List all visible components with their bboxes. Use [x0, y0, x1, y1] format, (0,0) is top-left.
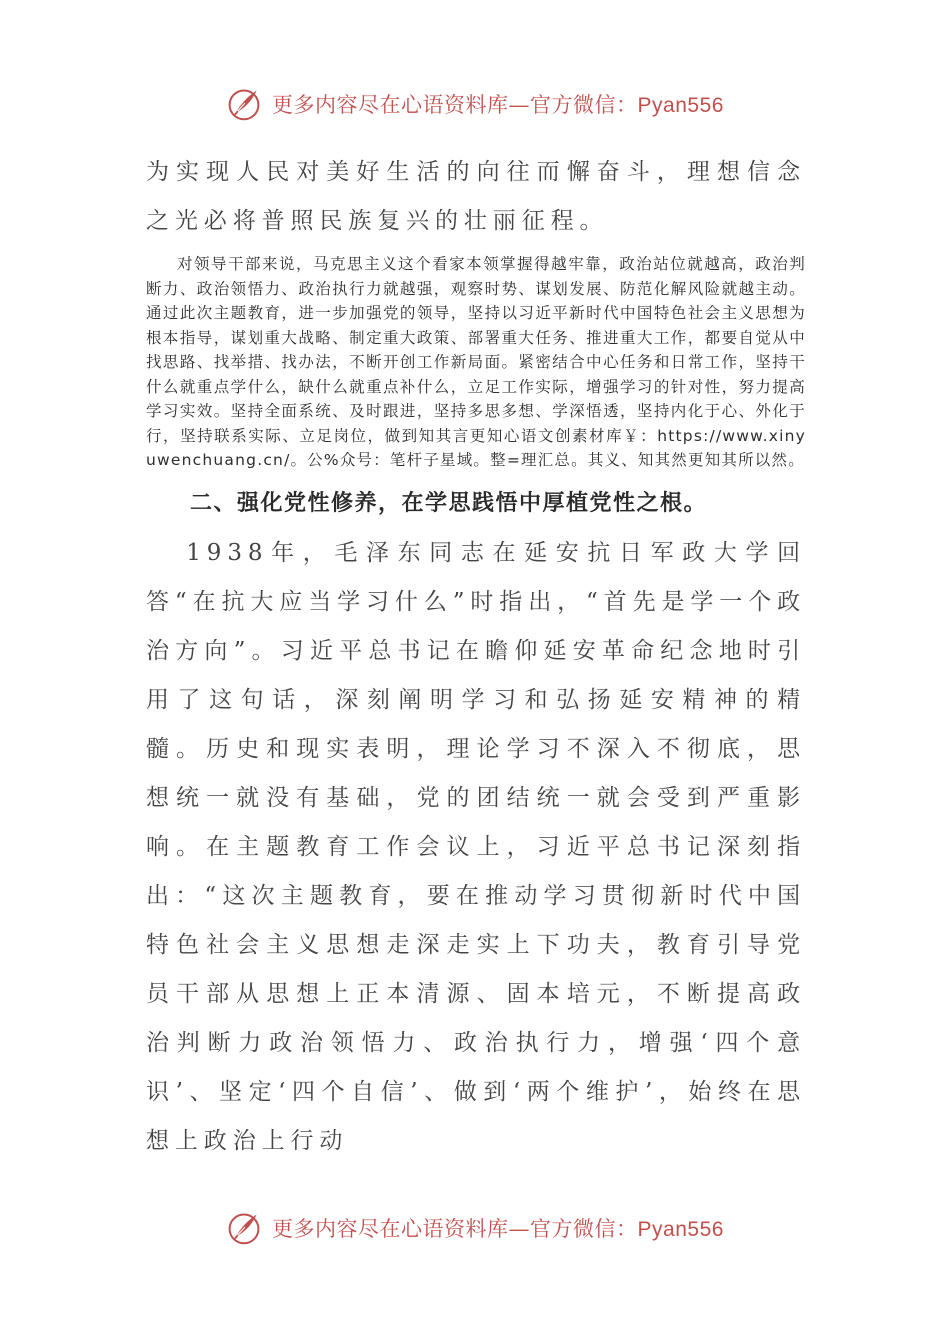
quill-logo-icon	[226, 86, 262, 122]
header-banner	[0, 84, 950, 124]
footer-banner	[0, 1208, 950, 1248]
wechat-id: Pyan556	[637, 1218, 724, 1241]
section-heading: 二、强化党性修养，在学思践悟中厚植党性之根。	[190, 490, 708, 516]
paragraph-leaders: 对领导干部来说，马克思主义这个看家本领掌握得越牢靠，政治站位就越高，政治判断力、政治领悟力、政治执行力就越强，观察时势、谋划发展、防范化解风险就越主动。通过此次主题教育，进一步加强党的领导，坚持以习近平新时代中国特色社会主义思想为根本指导，谋划重大战略、制定重大政策、部署重大任务、推进重大工作，都要自觉从中找思路、找举措、找办法，不断开创工作新局面。紧密结合中心任务和日常工作，坚持干什么就重点学什么，缺什么就重点补什么，立足工作实际，增强学习的针对性，努力提高学习实效。坚持全面系统、及时跟进，坚持多思多想、学深悟透，坚持内化于心、外化于行，坚持联系实际、立足岗位，做到知其言更知心语文创素材库￥：https://www.xinyuwenchuang.cn/。公%众号：笔杆子星域。整=理汇总。其义、知其然更知其所以然。	[146, 255, 806, 469]
quill-logo-icon	[226, 1210, 262, 1246]
banner-label: 更多内容尽在心语资料库—官方微信：	[272, 93, 638, 117]
paragraph-continuation: 为实现人民对美好生活的向往而懈奋斗，理想信念之光必将普照民族复兴的壮丽征程。	[146, 159, 806, 234]
document-body	[146, 148, 806, 1166]
wechat-id: Pyan556	[637, 94, 724, 117]
banner-text	[272, 89, 724, 119]
banner-text	[272, 1213, 724, 1243]
banner-label: 更多内容尽在心语资料库—官方微信：	[272, 1217, 638, 1241]
paragraph-1938: 1938年，毛泽东同志在延安抗日军政大学回答“在抗大应当学习什么”时指出，“首先是学一个政治方向”。习近平总书记在瞻仰延安革命纪念地时引用了这句话，深刻阐明学习和弘扬延安精神的精髓。历史和现实表明，理论学习不深入不彻底，思想统一就没有基础，党的团结统一就会受到严重影响。在主题教育工作会议上，习近平总书记深刻指出：“这次主题教育，要在推动学习贯彻新时代中国特色社会主义思想走深走实上下功夫，教育引导党员干部从思想上正本清源、固本培元，不断提高政治判断力政治领悟力、政治执行力，增强‘四个意识’、坚定‘四个自信’、做到‘两个维护’，始终在思想上政治上行动	[146, 539, 806, 1154]
